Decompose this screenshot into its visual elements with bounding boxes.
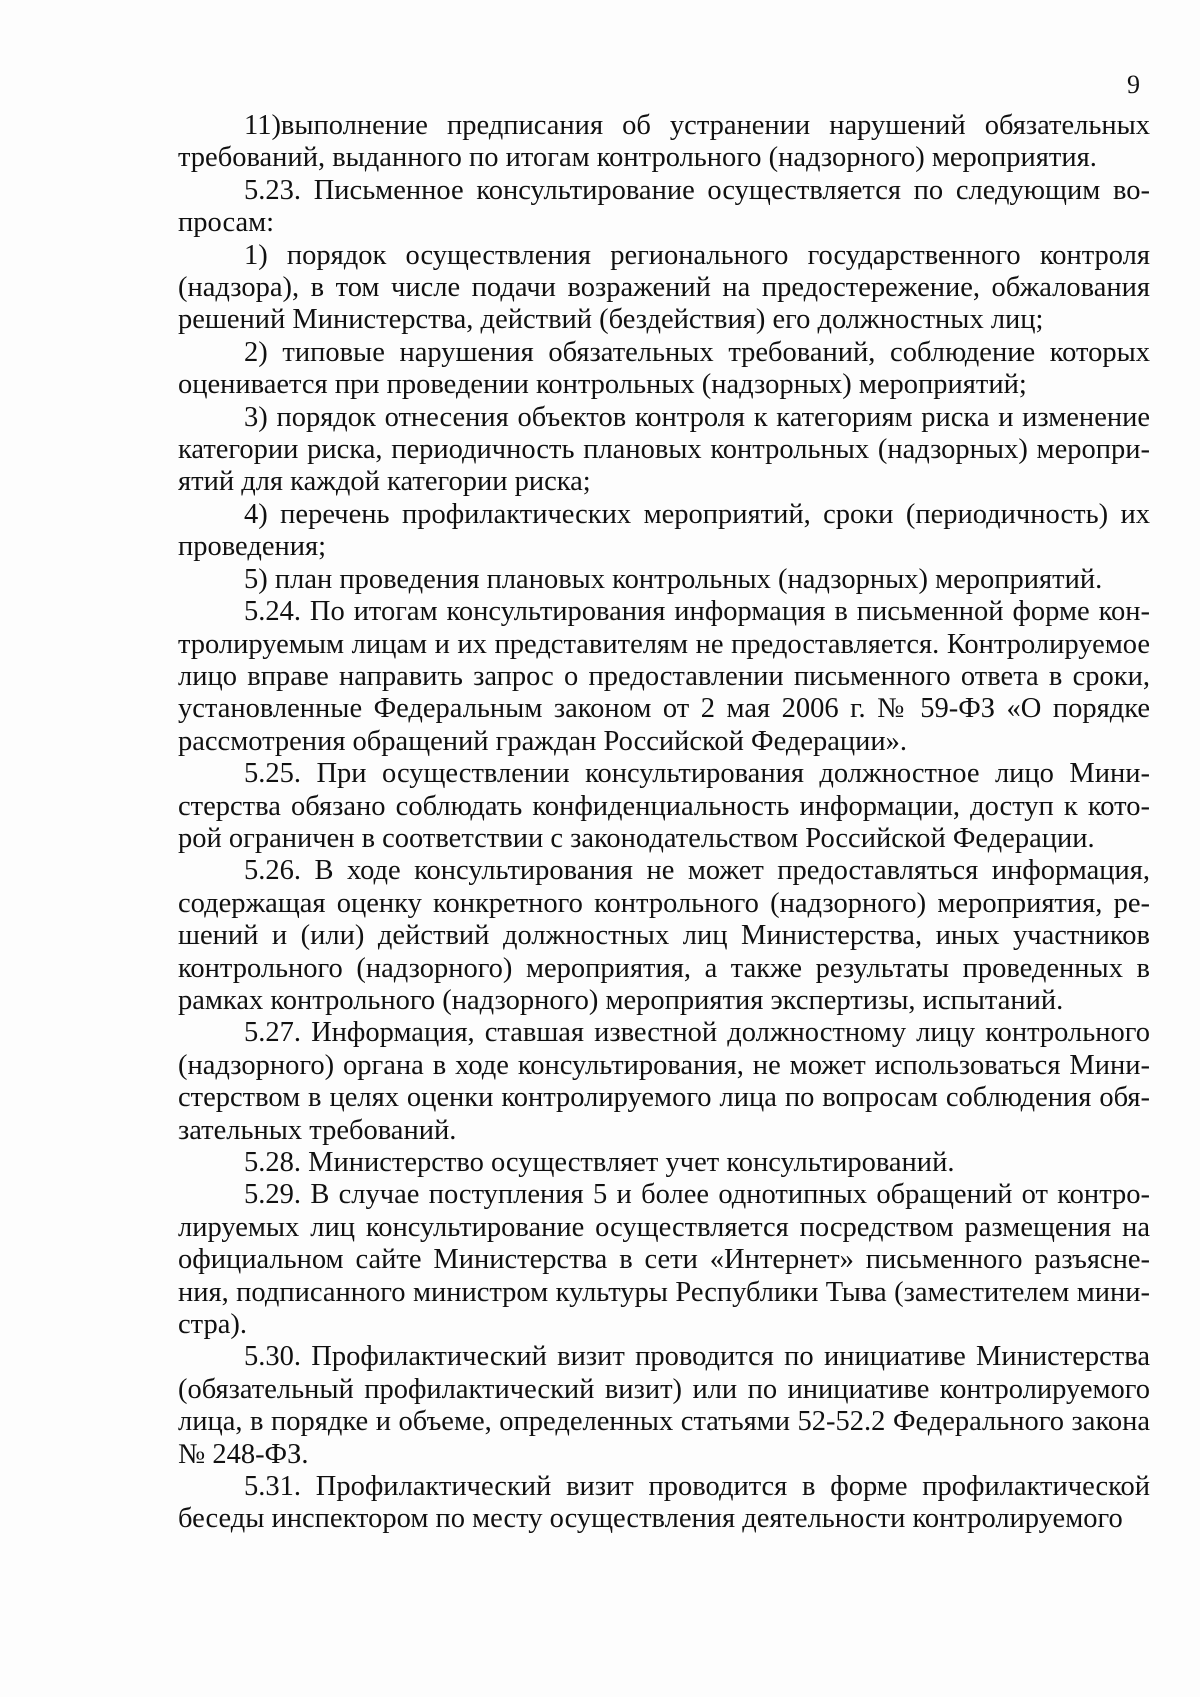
- paragraph-5-24: 5.24. По итогам консультирования информация в письменной форме контролируемым лицам и их представителям не предоставляется. Контролируемое лицо вправе направить запрос о предоставлении письменного ответа в сроки, установленные Федеральным законом от 2 мая 2006 г. № 59-ФЗ «О порядке рассмотрения обращений граждан Российской Федерации».: [178, 596, 1150, 757]
- paragraph-5-28: 5.28. Министерство осуществляет учет консультирований.: [244, 1147, 955, 1178]
- paragraph-5-23: 5.23. Письменное консультирование осуществляется по следующим вопросам:: [178, 174, 1150, 239]
- list-item-3: 3) порядок отнесения объектов контроля к категориям риска и изменение категории риска, периодичность плановых контрольных (надзорных) мероприятий для каждой категории риска;: [178, 401, 1150, 498]
- paragraph-5-30: 5.30. Профилактический визит проводится по инициативе Министерства (обязательный профилактический визит) или по инициативе контролируемого лица, в порядке и объеме, определенных статьями 52-52.2 Федерального закона № 248-ФЗ.: [178, 1341, 1150, 1470]
- paragraph-11: 11)выполнение предписания об устранении нарушений обязательных требований, выданного по итогам контрольного (надзорного) мероприятия.: [178, 110, 1150, 174]
- list-item-2: 2) типовые нарушения обязательных требований, соблюдение которых оценивается при проведении контрольных (надзорных) мероприятий;: [178, 336, 1150, 401]
- page-number: 9: [1127, 70, 1140, 99]
- paragraph-5-31: 5.31. Профилактический визит проводится в форме профилактической беседы инспектором по месту осуществления деятельности контролируемого: [178, 1471, 1150, 1535]
- paragraph-5-26: 5.26. В ходе консультирования не может предоставляться информация, содержащая оценку конкретного контрольного (надзорного) мероприятия, решений и (или) действий должностных лиц Министерства, иных участников контрольного (надзорного) мероприятия, а также результаты проведенных в рамках контрольного (надзорного) мероприятия экспертизы, испытаний.: [178, 855, 1150, 1016]
- paragraph-5-25: 5.25. При осуществлении консультирования должностное лицо Министерства обязано соблюдать конфиденциальность информации, доступ к которой ограничен в соответствии с законодательством Российской Федерации.: [178, 758, 1150, 854]
- list-item-1: 1) порядок осуществления регионального государственного контроля (надзора), в том числе подачи возражений на предостережение, обжалования решений Министерства, действий (бездействия) его должностных лиц;: [178, 239, 1150, 336]
- paragraph-5-29: 5.29. В случае поступления 5 и более однотипных обращений от контролируемых лиц консультирование осуществляется посредством размещения на официальном сайте Министерства в сети «Интернет» письменного разъяснения, подписанного министром культуры Республики Тыва (заместителем министра).: [178, 1179, 1150, 1341]
- list-item-5: 5) план проведения плановых контрольных (надзорных) мероприятий.: [244, 563, 1103, 595]
- paragraph-5-27: 5.27. Информация, ставшая известной должностному лицу контрольного (надзорного) органа в ходе консультирования, не может использоваться Министерством в целях оценки контролируемого лица по вопросам соблюдения обязательных требований.: [178, 1017, 1150, 1146]
- list-item-4: 4) перечень профилактических мероприятий, сроки (периодичность) их проведения;: [178, 498, 1150, 563]
- document-body: [178, 110, 1150, 1536]
